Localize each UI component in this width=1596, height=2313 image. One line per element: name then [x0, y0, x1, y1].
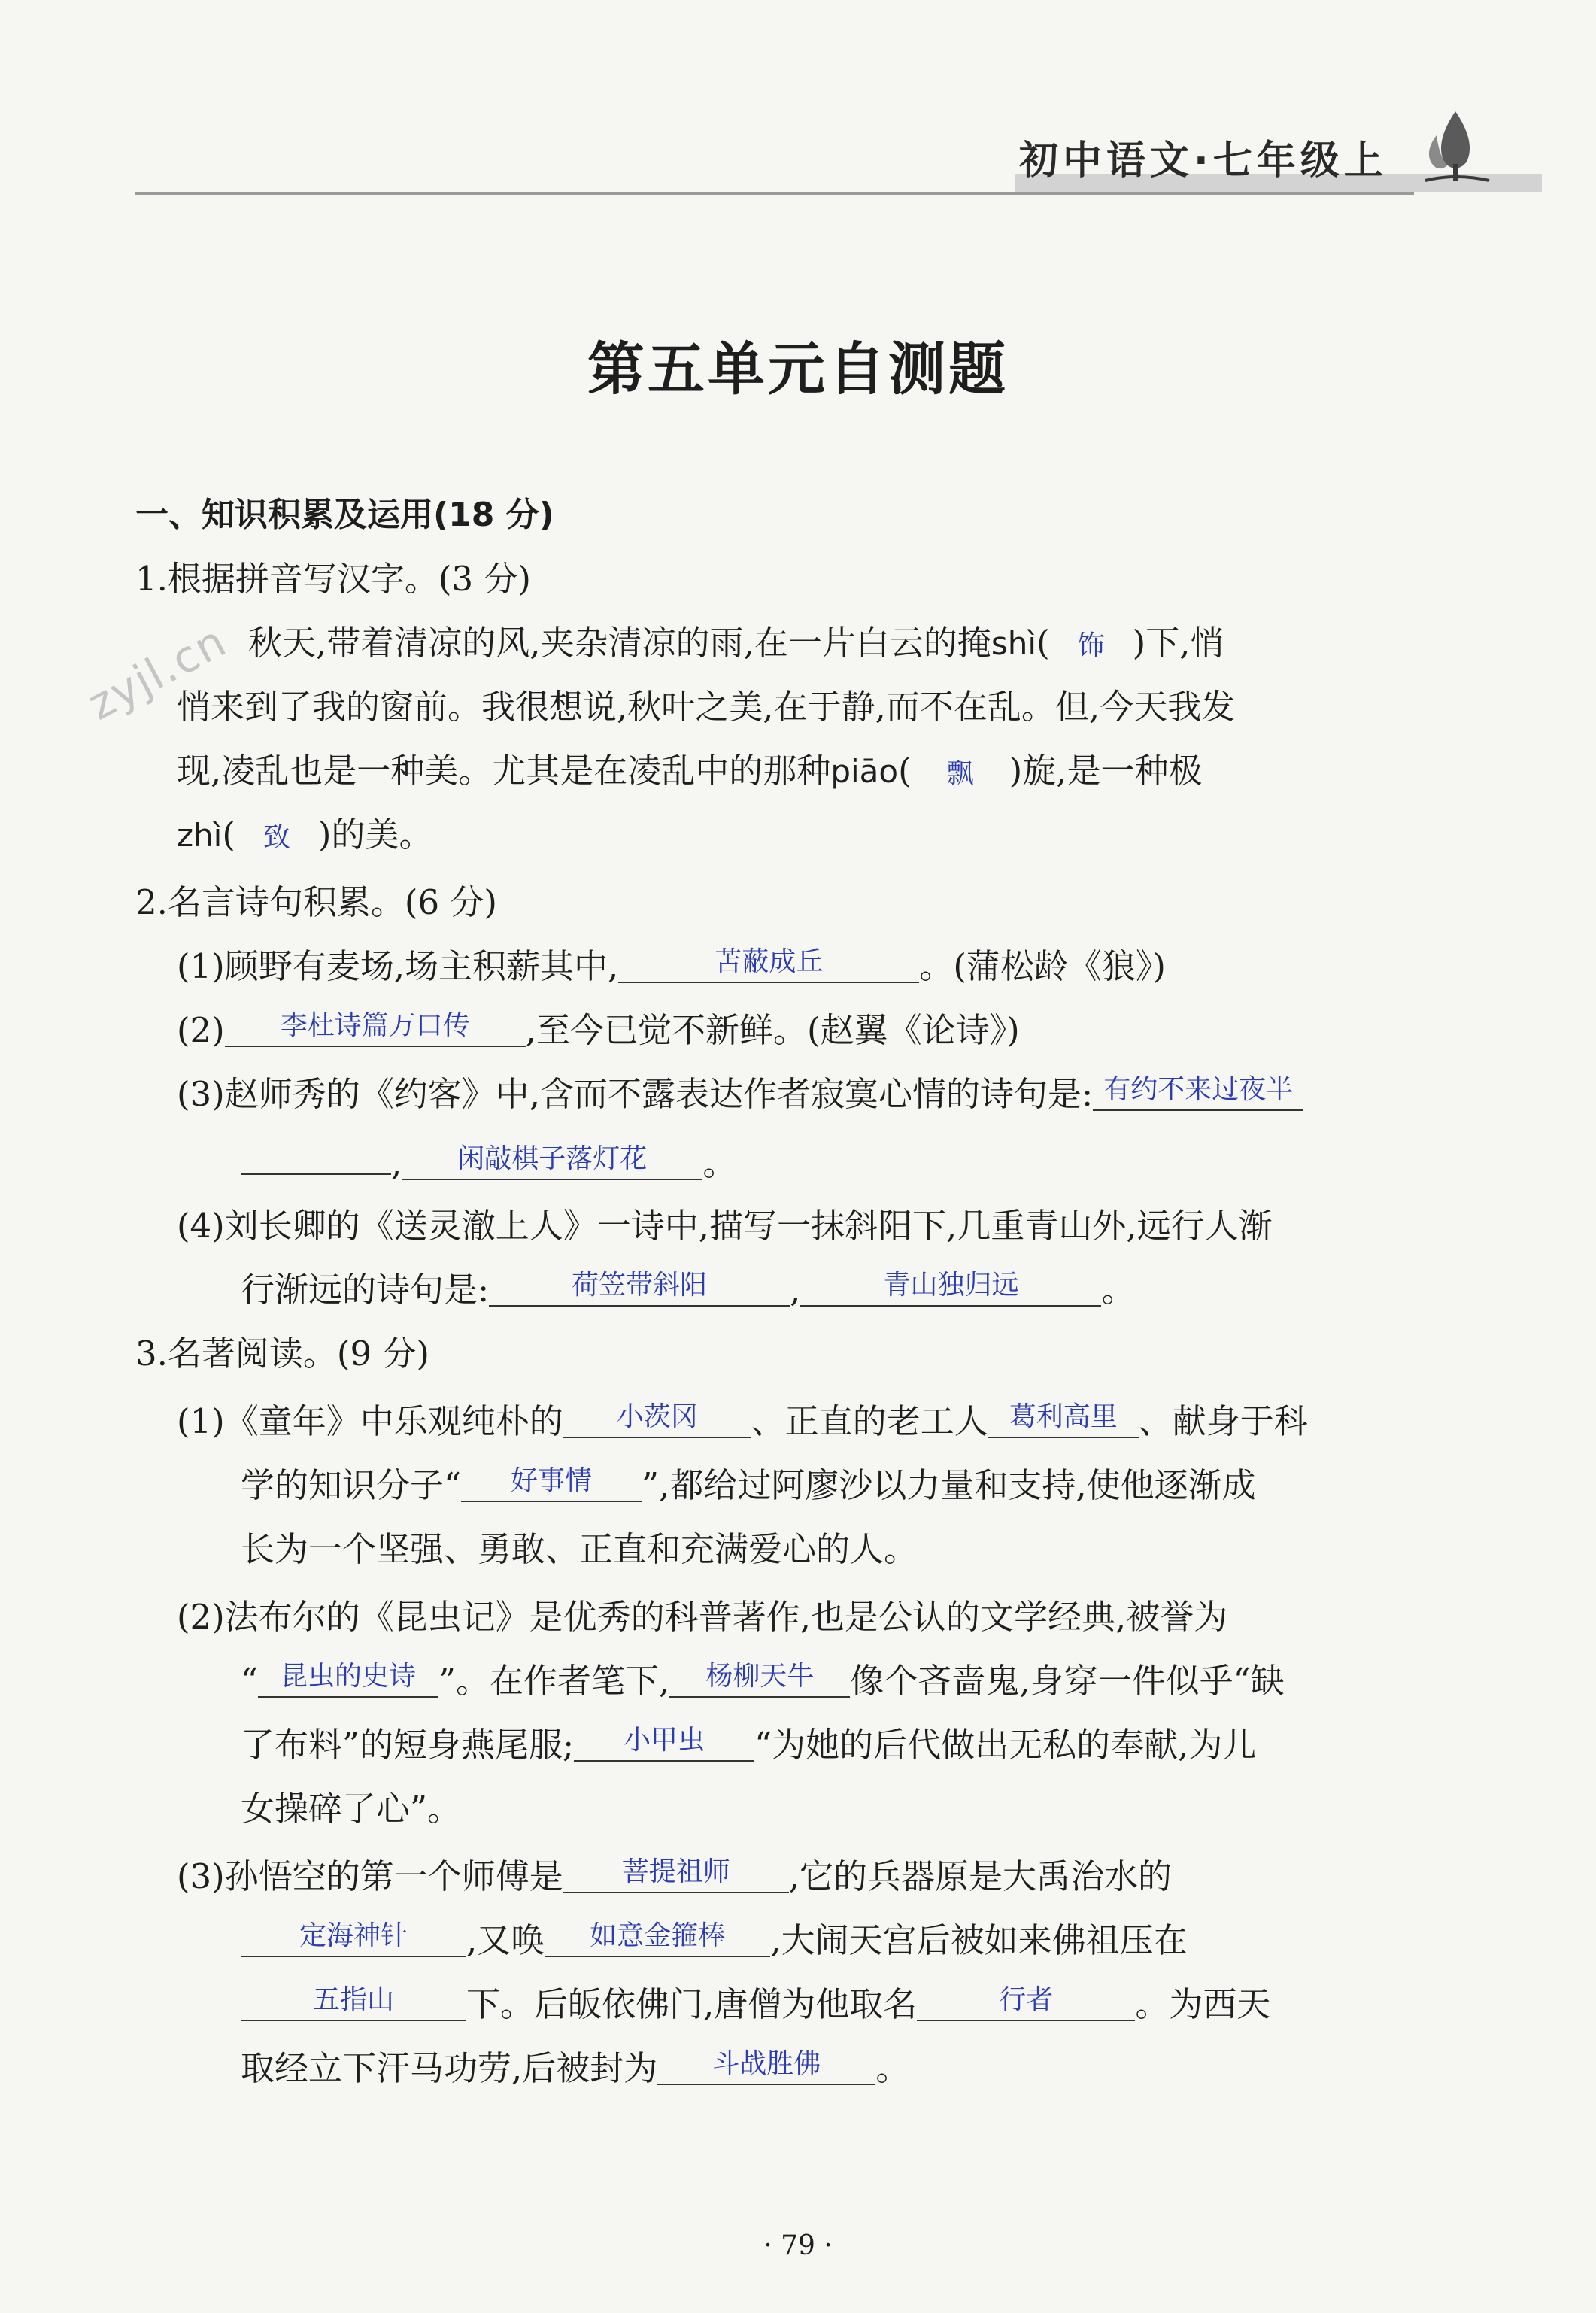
answer-blank[interactable]: 致	[262, 822, 290, 853]
q1-line-3: 现,凌乱也是一种美。尤其是在凌乱中的那种piāo( 飘 )旋,是一种极	[177, 748, 1203, 797]
watermark: zyjl.cn	[79, 615, 235, 730]
answer-blank[interactable]: 小茨冈	[563, 1399, 751, 1438]
q2-label: 2.名言诗句积累。(6 分)	[135, 882, 497, 922]
q3-part-1-end: 长为一个坚强、勇敢、正直和充满爱心的人。	[241, 1529, 918, 1569]
tree-logo-icon	[1414, 105, 1497, 188]
q1-line-1: 秋天,带着清凉的风,夹杂清凉的雨,在一片白云的掩shì( 饰 )下,悄	[248, 621, 1224, 669]
answer-blank[interactable]: 葛利高里	[988, 1399, 1139, 1438]
q2-sentence-4: (4)刘长卿的《送灵澈上人》一诗中,描写一抹斜阳下,几重青山外,远行人渐	[177, 1206, 1273, 1246]
q3-part-2: (2)法布尔的《昆虫记》是优秀的科普著作,也是公认的文学经典,被誉为	[177, 1597, 1228, 1637]
answer-blank[interactable]: 好事情	[461, 1463, 642, 1502]
answer-blank[interactable]: 五指山	[241, 1982, 466, 2021]
q3-part-2-cont: “ $^{昆虫的史诗}$ ”。在作者笔下, $^{杨柳天牛}$ 像个吝啬鬼,身穿一件似乎“缺	[241, 1659, 1285, 1704]
answer-blank	[241, 1136, 391, 1175]
answer-blank[interactable]: 饰	[1077, 630, 1105, 661]
answer-blank[interactable]: 荷笠带斜阳	[489, 1267, 790, 1307]
answer-blank[interactable]: 如意金箍棒	[545, 1918, 770, 1957]
q3-part-1-cont: 学的知识分子“ $^{好事情}$ ”,都给过阿廖沙以力量和支持,使他逐渐成	[241, 1463, 1256, 1508]
answer-blank[interactable]: 青山独归远	[800, 1267, 1101, 1307]
answer-blank[interactable]: 杨柳天牛	[669, 1659, 850, 1698]
q3-part-3: (3)孙悟空的第一个师傅是 $^{菩提祖师}$ ,它的兵器原是大禹治水的	[177, 1854, 1172, 1899]
page-number: · 79 ·	[763, 2230, 833, 2261]
q2-sentence-2: (2) $^{李杜诗篇万口传}$ ,至今已觉不新鲜。(赵翼《论诗》)	[177, 1008, 1020, 1053]
q2-sentence-4-cont: 行渐远的诗句是: $^{荷笠带斜阳}$ , $^{青山独归远}$ 。	[241, 1267, 1136, 1313]
q3-part-3-line3: $^{五指山}$ 下。后皈依佛门,唐僧为他取名 $^{行者}$ 。为西天	[241, 1982, 1270, 2027]
q2-sentence-3: (3)赵师秀的《约客》中,含而不露表达作者寂寞心情的诗句是: $^{有约不来过夜半}$	[177, 1072, 1303, 1117]
q3-part-2-line3: 了布料”的短身燕尾服; $^{小甲虫}$ “为她的后代做出无私的奉献,为儿	[241, 1723, 1256, 1768]
q1-line-2: 悄来到了我的窗前。我很想说,秋叶之美,在于静,而不在乱。但,今天我发	[177, 687, 1236, 727]
q1-label: 1.根据拼音写汉字。(3 分)	[135, 559, 531, 599]
answer-blank[interactable]: 小甲虫	[574, 1723, 754, 1762]
q3-part-2-end: 女操碎了心”。	[241, 1789, 462, 1829]
answer-blank[interactable]: 飘	[946, 758, 974, 789]
answer-blank[interactable]: 闲敲棋子落灯花	[402, 1141, 702, 1180]
page-header	[135, 124, 1489, 214]
answer-blank[interactable]: 苫蔽成丘	[618, 944, 919, 983]
answer-blank[interactable]: 斗战胜佛	[657, 2046, 875, 2085]
q2-sentence-3-cont: , $^{闲敲棋子落灯花}$ 。	[241, 1136, 736, 1186]
q3-part-3-line2: $^{定海神针}$ ,又唤 $^{如意金箍棒}$ ,大闹天宫后被如来佛祖压在	[241, 1918, 1188, 1963]
q2-sentence-1: (1)顾野有麦场,场主积薪其中, $^{苫蔽成丘}$ 。(蒲松龄《狼》)	[177, 944, 1166, 989]
answer-blank[interactable]: 有约不来过夜半	[1093, 1072, 1303, 1111]
answer-blank[interactable]: 李杜诗篇万口传	[225, 1008, 526, 1047]
page-title: 第五单元自测题	[587, 335, 1009, 402]
answer-blank[interactable]: 菩提祖师	[563, 1854, 789, 1893]
answer-blank[interactable]: 昆虫的史诗	[258, 1659, 438, 1698]
q3-part-1: (1)《童年》中乐观纯朴的 $^{小茨冈}$ 、正直的老工人 $^{葛利高里}$ 、献身于科	[177, 1399, 1308, 1444]
q3-label: 3.名著阅读。(9 分)	[135, 1334, 429, 1374]
answer-blank[interactable]: 行者	[917, 1982, 1135, 2021]
q3-part-3-line4: 取经立下汗马功劳,后被封为 $^{斗战胜佛}$ 。	[241, 2046, 909, 2091]
header-title: 初中语文·七年级上	[1019, 138, 1388, 184]
header-rule	[135, 192, 1414, 195]
answer-blank[interactable]: 定海神针	[241, 1918, 466, 1957]
section-heading: 一、知识积累及运用(18 分)	[135, 496, 554, 534]
q1-line-4: zhì( 致 )的美。	[177, 812, 432, 861]
